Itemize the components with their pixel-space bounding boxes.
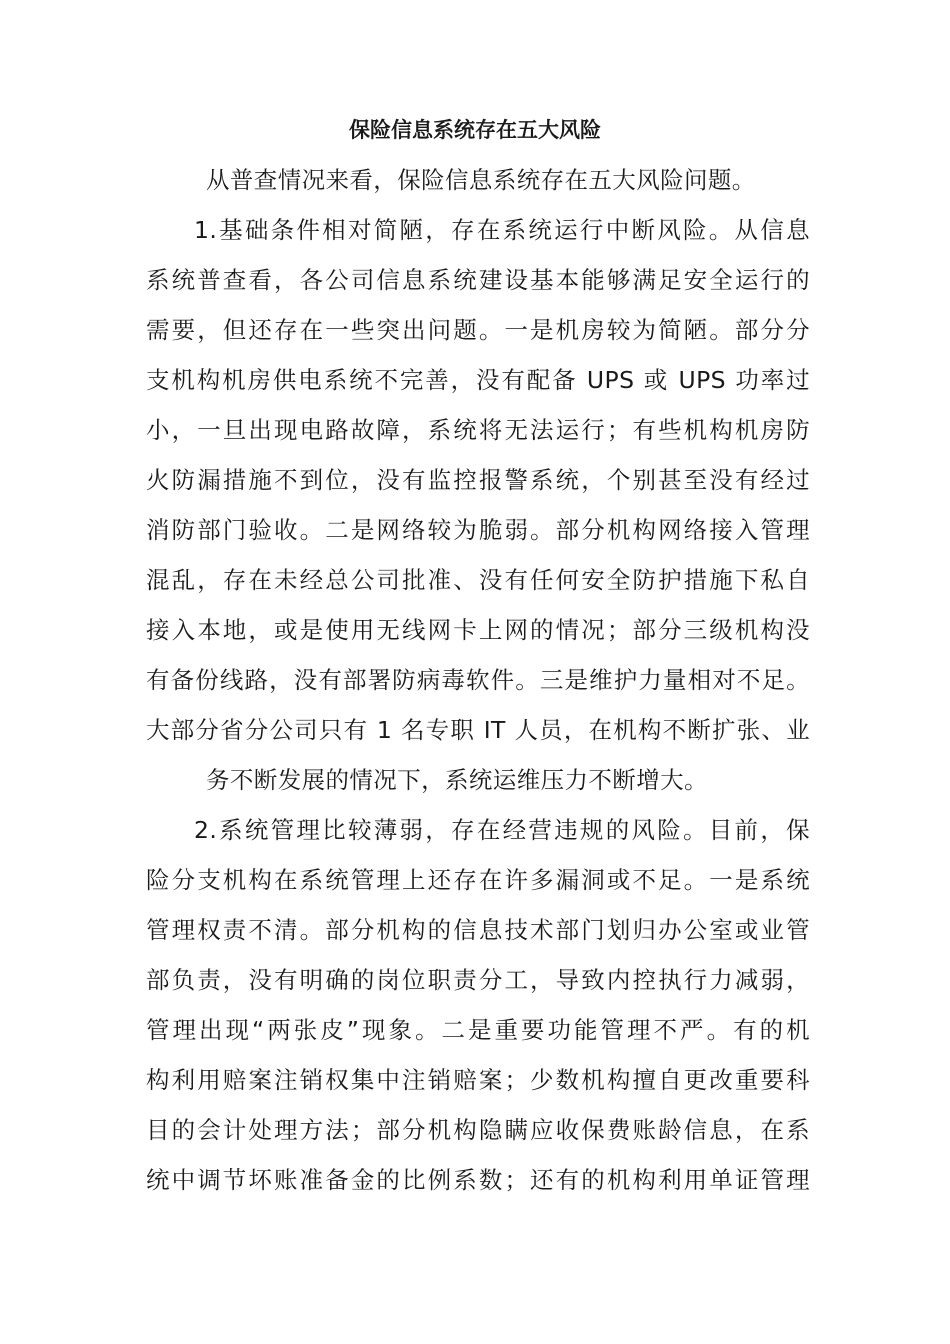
text-line: 接入本地，或是使用无线网卡上网的情况；部分三级机构没 (146, 616, 810, 644)
document-title: 保险信息系统存在五大风险 (349, 118, 601, 142)
text-line: 有备份线路，没有部署防病毒软件。三是维护力量相对不足。 (146, 666, 810, 694)
text-line: 管理出现“两张皮”现象。二是重要功能管理不严。有的机 (146, 1016, 810, 1044)
text-line: 需要，但还存在一些突出问题。一是机房较为简陋。部分分 (146, 316, 810, 344)
text-line: 小，一旦出现电路故障，系统将无法运行；有些机构机房防 (146, 416, 810, 444)
text-line: 火防漏措施不到位，没有监控报警系统，个别甚至没有经过 (146, 466, 810, 494)
text-line: 大部分省分公司只有 1 名专职 IT 人员，在机构不断扩张、业 (146, 716, 810, 744)
text-line: 管理权责不清。部分机构的信息技术部门划归办公室或业管 (146, 916, 810, 944)
text-line: 系统普查看，各公司信息系统建设基本能够满足安全运行的 (146, 266, 810, 294)
text-line: 统中调节坏账准备金的比例系数；还有的机构利用单证管理 (146, 1166, 810, 1194)
text-line: 支机构机房供电系统不完善，没有配备 UPS 或 UPS 功率过 (146, 366, 810, 394)
text-line: 1.基础条件相对简陋，存在系统运行中断风险。从信息 (194, 216, 810, 244)
text-line: 险分支机构在系统管理上还存在许多漏洞或不足。一是系统 (146, 866, 810, 894)
text-line: 部负责，没有明确的岗位职责分工，导致内控执行力减弱， (146, 966, 810, 994)
text-line: 务不断发展的情况下，系统运维压力不断增大。 (206, 766, 708, 794)
text-line: 消防部门验收。二是网络较为脆弱。部分机构网络接入管理 (146, 516, 810, 544)
text-line: 混乱，存在未经总公司批准、没有任何安全防护措施下私自 (146, 566, 810, 594)
text-line: 2.系统管理比较薄弱，存在经营违规的风险。目前，保 (194, 816, 810, 844)
text-line: 从普查情况来看，保险信息系统存在五大风险问题。 (206, 166, 756, 194)
text-line: 目的会计处理方法；部分机构隐瞒应收保费账龄信息，在系 (146, 1116, 810, 1144)
text-line: 构利用赔案注销权集中注销赔案；少数机构擅自更改重要科 (146, 1066, 810, 1094)
